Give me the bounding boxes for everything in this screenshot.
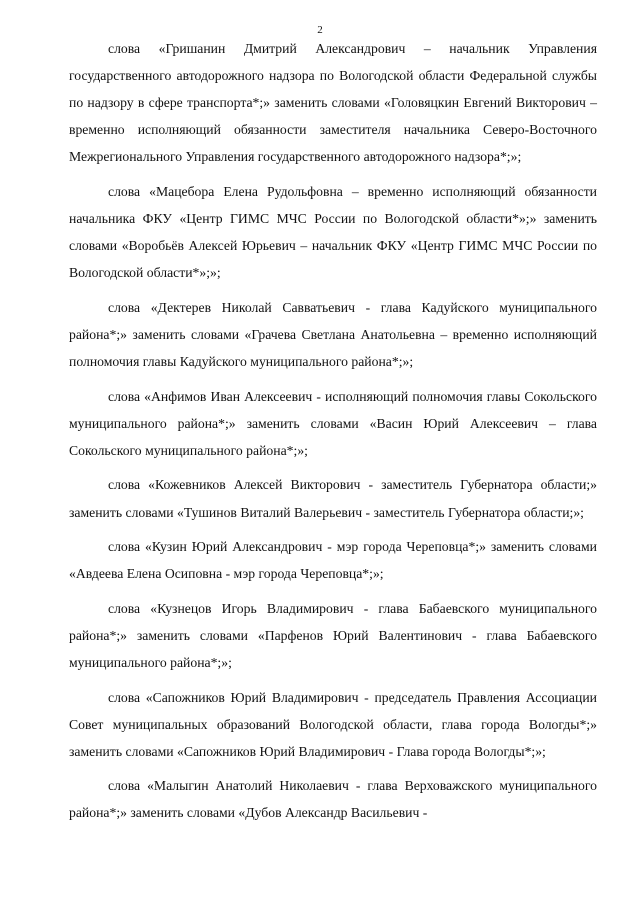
paragraph-matsebora-replacement: слова «Мацебора Елена Рудольфовна – временно исполняющий обязанности начальника ФКУ «Центр ГИМС МЧС России по Вологодской области*»;» заменить словами «Воробьёв Алексей Юрьевич – начальник ФКУ «Центр ГИМС МЧС России по Вологодской области*»;»; <box>69 183 597 281</box>
paragraph-gishanin-replacement: слова «Гришанин Дмитрий Александрович – начальник Управления государственного автодорожного надзора по Вологодской области Федеральной службы по надзору в сфере транспорта*;» заменить словами «Головяцкин Евгений Викторович – временно исполняющий обязанности заместителя начальника Северо-Восточного Межрегионального Управления государственного автодорожного надзора*;»; <box>69 41 597 165</box>
paragraph-dekterev-replacement: слова «Дектерев Николай Савватьевич - глава Кадуйского муниципального района*;» заменить словами «Грачева Светлана Анатольевна – временно исполняющий полномочия главы Кадуйского муниципального района*;»; <box>69 299 597 370</box>
paragraph-sapozhnikov-replacement: слова «Сапожников Юрий Владимирович - председатель Правления Ассоциации Совет муниципальных образований Вологодской области, глава города Вологды*;» заменить словами «Сапожников Юрий Владимирович - Глава города Вологды*;»; <box>69 689 597 759</box>
paragraph-kozhevnikov-replacement: слова «Кожевников Алексей Викторович - заместитель Губернатора области;» заменить словами «Тушинов Виталий Валерьевич - заместитель Губернатора области;»; <box>69 477 597 520</box>
paragraph-anfimov-replacement: слова «Анфимов Иван Алексеевич - исполняющий полномочия главы Сокольского муниципального района*;» заменить словами «Васин Юрий Алексеевич – глава Сокольского муниципального района*;»; <box>69 388 597 458</box>
page-number: 2 <box>317 24 323 36</box>
document-body <box>69 35 597 834</box>
paragraph-kuznetsov-replacement: слова «Кузнецов Игорь Владимирович - глава Бабаевского муниципального района*;» заменить словами «Парфенов Юрий Валентинович - глава Бабаевского муниципального района*;»; <box>69 600 597 670</box>
paragraph-kuzin-replacement: слова «Кузин Юрий Александрович - мэр города Череповца*;» заменить словами «Авдеева Елена Осиповна - мэр города Череповца*;»; <box>69 539 597 582</box>
paragraph-malygin-replacement: слова «Малыгин Анатолий Николаевич - глава Верховажского муниципального района*;» заменить словами «Дубов Александр Васильевич - <box>69 778 597 821</box>
